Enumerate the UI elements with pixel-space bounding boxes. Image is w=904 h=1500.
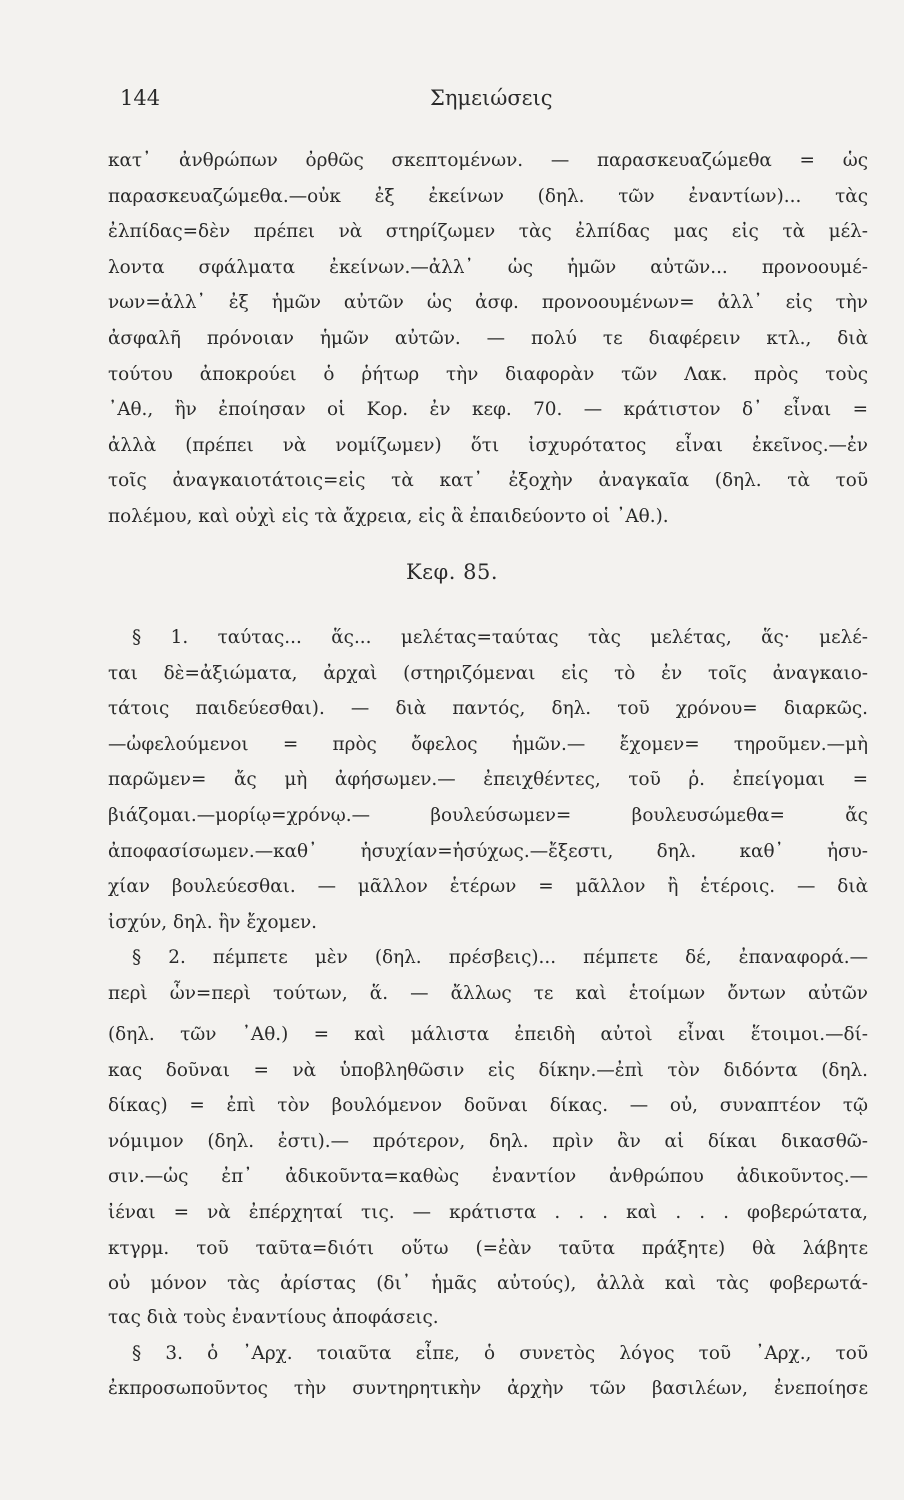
text-line: ἐλπίδας=δὲν πρέπει νὰ στηρίζωμεν τὰς ἐλπίδας μας εἰς τὰ μέλ- (108, 221, 868, 243)
text-line: τούτου ἀποκρούει ὁ ῥήτωρ τὴν διαφορὰν τῶν Λακ. πρὸς τοὺς (108, 363, 868, 385)
text-line: πολέμου, καὶ οὐχὶ εἰς τὰ ἄχρεια, εἰς ἃ ἐπαιδεύοντο οἱ ᾽Αθ.). (108, 505, 669, 527)
chapter-heading: Κεφ. 85. (405, 560, 499, 584)
text-line: νόμιμον (δηλ. ἐστι).— πρότερον, δηλ. πρὶν ἂν αἱ δίκαι δικασθῶ- (108, 1130, 868, 1152)
text-line: σιν.—ὡς ἐπ᾽ ἀδικοῦντα=καθὼς ἐναντίον ἀνθρώπου ἀδικοῦντος.— (108, 1166, 868, 1188)
text-line: ἰέναι = νὰ ἐπέρχηταί τις. — κράτιστα . . . καὶ . . . φοβερώτατα, (108, 1201, 868, 1223)
text-line: παρῶμεν= ἄς μὴ ἀφήσωμεν.— ἐπειχθέντες, τοῦ ῥ. ἐπείγομαι = (108, 769, 868, 791)
text-line: τας διὰ τοὺς ἐναντίους ἀποφάσεις. (108, 1307, 439, 1328)
section-start-line: § 1. ταύτας... ἅς... μελέτας=ταύτας τὰς μελέτας, ἅς· μελέ- (132, 627, 868, 648)
section-start-line: § 3. ὁ ᾽Αρχ. τοιαῦτα εἶπε, ὁ συνετὸς λόγος τοῦ ᾽Αρχ., τοῦ (132, 1342, 868, 1364)
text-line: κας δοῦναι = νὰ ὑποβληθῶσιν εἰς δίκην.—ἐπὶ τὸν διδόντα (δηλ. (108, 1059, 868, 1081)
text-line: παρασκευαζώμεθα.—οὐκ ἐξ ἐκείνων (δηλ. τῶν ἐναντίων)... τὰς (108, 185, 868, 207)
text-line: ᾽Αθ., ἣν ἐποίησαν οἱ Κορ. ἐν κεφ. 70. — κράτιστον δ᾽ εἶναι = (108, 399, 868, 421)
page-number: 144 (120, 86, 161, 110)
notes-chapter-85-part-1 (108, 620, 868, 1012)
text-line: ἀποφασίσωμεν.—καθ᾽ ἡσυχίαν=ἡσύχως.—ἔξεστι, δηλ. καθ᾽ ἡσυ- (108, 840, 868, 862)
text-line: λοντα σφάλματα ἐκείνων.—ἀλλ᾽ ὡς ἡμῶν αὐτῶν... προνοουμέ- (108, 256, 868, 278)
text-line: ἰσχύν, δηλ. ἣν ἔχομεν. (108, 911, 318, 933)
notes-chapter-85-part-3 (108, 1300, 868, 1407)
text-line: οὐ μόνον τὰς ἀρίστας (δι᾽ ἡμᾶς αὐτούς), ἀλλὰ καὶ τὰς φοβερωτά- (108, 1273, 868, 1295)
text-line: ἀσφαλῆ πρόνοιαν ἡμῶν αὐτῶν. — πολύ τε διαφέρειν κτλ., διὰ (108, 327, 868, 349)
text-line: τάτοις παιδεύεσθαι). — διὰ παντός, δηλ. τοῦ χρόνου= διαρκῶς. (108, 698, 868, 720)
text-line: χίαν βουλεύεσθαι. — μᾶλλον ἑτέρων = μᾶλλον ἢ ἑτέροις. — διὰ (108, 876, 868, 898)
text-line: κτγρμ. τοῦ ταῦτα=διότι οὕτω (=ἐὰν ταῦτα πράξητε) θὰ λάβητε (108, 1237, 868, 1259)
text-line: —ὠφελούμενοι = πρὸς ὄφελος ἡμῶν.— ἔχομεν= τηροῦμεν.—μὴ (108, 733, 868, 755)
text-line: (δηλ. τῶν ᾽Αθ.) = καὶ μάλιστα ἐπειδὴ αὐτοὶ εἶναι ἕτοιμοι.—δί- (108, 1024, 868, 1045)
text-line: τοῖς ἀναγκαιοτάτοις=εἰς τὰ κατ᾽ ἐξοχὴν ἀναγκαῖα (δηλ. τὰ τοῦ (108, 470, 868, 492)
text-line: ἀλλὰ (πρέπει νὰ νομίζωμεν) ὅτι ἰσχυρότατος εἶναι ἐκεῖνος.—ἐν (108, 434, 868, 456)
text-line: ται δὲ=ἀξιώματα, ἀρχαὶ (στηριζόμεναι εἰς τὸ ἐν τοῖς ἀναγκαιο- (108, 662, 868, 684)
running-title: Σημειώσεις (430, 86, 553, 110)
text-line: ἐκπροσωποῦντος τὴν συντηρητικὴν ἀρχὴν τῶν βασιλέων, ἐνεποίησε (108, 1378, 868, 1400)
page-header (120, 86, 790, 116)
text-line: κατ᾽ ἀνθρώπων ὀρθῶς σκεπτομένων. — παρασκευαζώμεθα = ὡς (108, 150, 868, 171)
text-line: βιάζομαι.—μορίῳ=χρόνῳ.— βουλεύσωμεν= βουλευσώμεθα= ἄς (108, 804, 868, 826)
text-line: δίκας) = ἐπὶ τὸν βουλόμενον δοῦναι δίκας. — οὐ, συναπτέον τῷ (108, 1095, 868, 1117)
text-line: νων=ἀλλ᾽ ἐξ ἡμῶν αὐτῶν ὡς ἀσφ. προνοουμένων= ἀλλ᾽ εἰς τὴν (108, 292, 868, 314)
notes-chapter-84-end (108, 143, 868, 535)
section-start-line: § 2. πέμπετε μὲν (δηλ. πρέσβεις)... πέμπετε δέ, ἐπαναφορά.— (132, 947, 868, 969)
text-line: περὶ ὧν=περὶ τούτων, ἅ. — ἄλλως τε καὶ ἑτοίμων ὄντων αὐτῶν (108, 982, 868, 1004)
notes-chapter-85-part-2 (108, 1017, 868, 1302)
